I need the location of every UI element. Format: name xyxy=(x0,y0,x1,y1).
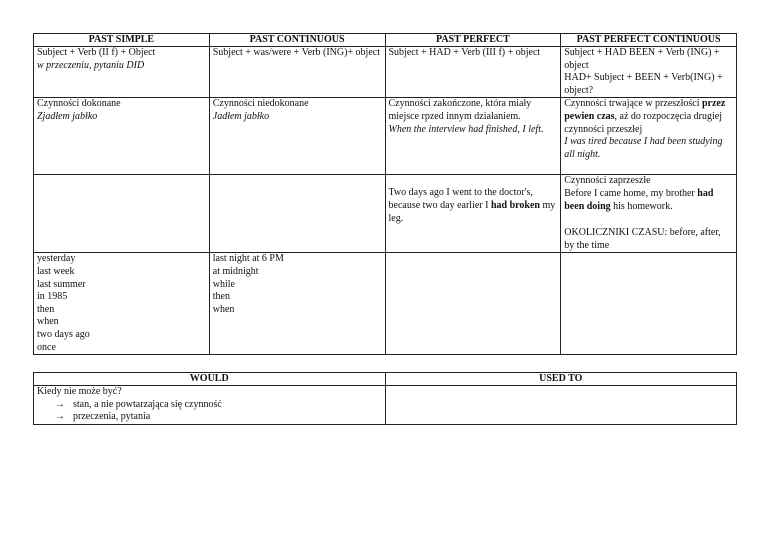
past-simple-adverbs-cell xyxy=(34,253,210,355)
adverb-item: last summer xyxy=(37,278,86,290)
header-past-continuous: PAST CONTINUOUS xyxy=(209,34,385,47)
header-past-perfect-continuous: PAST PERFECT CONTINUOUS xyxy=(561,34,737,47)
usage-row xyxy=(34,98,737,175)
header-used-to: USED TO xyxy=(385,373,737,386)
would-cell xyxy=(34,386,386,425)
past-simple-empty-cell xyxy=(34,175,210,253)
adverbs-row xyxy=(34,253,737,355)
usage-emphasis: przez pewien czas xyxy=(564,98,726,122)
past-perfect-continuous-formula-cell xyxy=(561,47,737,98)
adverb-item: once xyxy=(37,341,56,353)
past-continuous-usage: Czynności niedokonane xyxy=(212,98,309,110)
past-continuous-adverbs-cell xyxy=(209,253,385,355)
header-past-simple: PAST SIMPLE xyxy=(34,34,210,47)
past-continuous-example: Jadłem jabłko xyxy=(212,110,270,122)
adverb-item: when xyxy=(212,303,235,315)
sentence-emphasis: had been doing xyxy=(564,187,714,212)
past-perfect-adverbs-cell xyxy=(385,253,561,355)
past-perfect-continuous-question-formula: HAD+ Subject + BEEN + Verb(ING) + object? xyxy=(564,72,723,96)
list-item xyxy=(55,411,382,424)
past-perfect-formula: Subject + HAD + Verb (III f) + object xyxy=(388,47,541,58)
sentence-text: Two days ago I went to the doctor's, because two day earlier I xyxy=(388,187,533,211)
example-row xyxy=(34,175,737,253)
past-continuous-usage-cell xyxy=(209,98,385,175)
past-simple-usage: Czynności dokonane xyxy=(37,98,121,110)
adverb-item: in 1985 xyxy=(37,291,68,303)
past-perfect-continuous-adverbs-cell xyxy=(561,253,737,355)
sentence-text-end: my leg. xyxy=(388,199,556,224)
header-would: WOULD xyxy=(34,373,386,386)
usage-text: Czynności trwające w przeszłości xyxy=(564,98,700,110)
past-perfect-continuous-title: Czynności zaprzeszłe xyxy=(564,175,651,187)
past-continuous-formula: Subject + was/were + Verb (ING)+ object xyxy=(212,47,380,58)
past-perfect-usage-cell xyxy=(385,98,561,175)
past-continuous-formula-cell xyxy=(209,47,385,98)
past-perfect-continuous-sentence xyxy=(564,188,733,213)
past-continuous-empty-cell xyxy=(209,175,385,253)
list-item xyxy=(55,399,382,412)
arrow-icon: → xyxy=(55,398,65,410)
list-item-text: przeczenia, pytania xyxy=(73,411,151,423)
time-adverbs-note: OKOLICZNIKI CZASU: before, after, by the time xyxy=(564,227,721,251)
usage-text-end: , aż do rozpoczęcia drugiej czynności przeszłej xyxy=(564,110,722,135)
tenses-table xyxy=(33,33,737,355)
adverb-item: while xyxy=(212,278,235,290)
would-question: Kiedy nie może być? xyxy=(37,386,122,397)
past-perfect-continuous-formula: Subject + HAD BEEN + Verb (ING) + object xyxy=(564,47,720,71)
past-perfect-formula-cell xyxy=(385,47,561,98)
past-simple-formula: Subject + Verb (II f) + Object xyxy=(37,47,156,58)
past-perfect-sentence xyxy=(389,187,558,225)
table-header-row xyxy=(34,34,737,47)
past-perfect-continuous-usage-cell xyxy=(561,98,737,175)
adverb-item: last night at 6 PM xyxy=(212,253,284,265)
past-simple-example: Zjadłem jabłko xyxy=(37,110,98,122)
sentence-text-end: his homework. xyxy=(610,200,673,212)
sentence-text: Before I came home, my brother xyxy=(564,187,698,199)
past-perfect-continuous-example-cell xyxy=(561,175,737,253)
past-perfect-usage: Czynności zakończone, która miały miejsce rpzed innym działaniem. xyxy=(388,98,532,122)
past-perfect-example: When the interview had finished, I left. xyxy=(388,123,544,135)
used-to-cell xyxy=(385,386,737,425)
header-past-perfect: PAST PERFECT xyxy=(385,34,561,47)
past-simple-formula-cell xyxy=(34,47,210,98)
would-body-row xyxy=(34,386,737,425)
formula-row xyxy=(34,47,737,98)
adverb-item: at midnight xyxy=(212,265,259,277)
adverb-item: yesterday xyxy=(37,253,76,265)
past-perfect-continuous-usage xyxy=(564,98,733,136)
adverb-item: two days ago xyxy=(37,328,90,340)
adverb-item: when xyxy=(37,316,59,328)
adverb-item: then xyxy=(212,291,230,303)
would-list xyxy=(37,399,382,424)
past-simple-negation-note: w przeczeniu, pytaniu DID xyxy=(37,59,145,71)
table-header-row xyxy=(34,373,737,386)
list-item-text: stan, a nie powtarzająca się czynność xyxy=(73,398,222,410)
adverb-item: last week xyxy=(37,265,75,277)
sentence-emphasis: had broken xyxy=(490,199,540,211)
arrow-icon: → xyxy=(55,411,65,423)
past-perfect-continuous-example: I was tired because I had been studying all night. xyxy=(564,136,723,160)
past-perfect-example-cell xyxy=(385,175,561,253)
would-used-to-table xyxy=(33,372,737,425)
past-simple-usage-cell xyxy=(34,98,210,175)
adverb-item: then xyxy=(37,303,55,315)
